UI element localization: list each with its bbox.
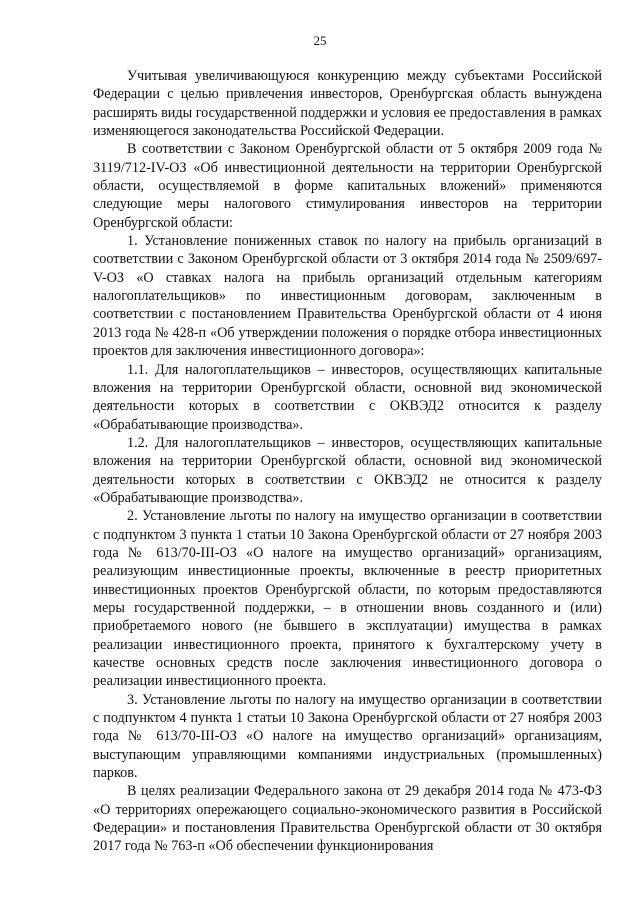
paragraph-item-3: 3. Установление льготы по налогу на имущество организации в соответствии с подпунктом 4 пункта 1 статьи 10 Закона Оренбургской области от 27 ноября 2003 года № 613/70-III-ОЗ «О налоге на имущество организаций» организациям, выступающим управляющими компаниями индустриальных (промышленных) парков. [93, 691, 602, 782]
paragraph-intro: Учитывая увеличивающуюся конкуренцию между субъектами Российской Федерации с целью привлечения инвесторов, Оренбургская область вынуждена расширять виды государственной поддержки и условия ее предоставления в рамках изменяющегося законодательства Российской Федерации. [93, 68, 602, 140]
paragraph-item-2: 2. Установление льготы по налогу на имущество организации в соответствии с подпунктом 3 пункта 1 статьи 10 Закона Оренбургской области от 27 ноября 2003 года № 613/70-III-ОЗ «О налоге на имущество организаций» организациям, реализующим инвестиционные проекты, включенные в реестр приоритетных инвестиционных проектов Оренбургской области, по которым предоставляются меры государственной поддержки, – в отношении вновь созданного и (или) приобретаемого нового (не бывшего в эксплуатации) имущества в рамках реализации инвестиционного проекта, принятого к бухгалтерскому учету в качестве основных средств после заключения инвестиционного договора о реализации инвестиционного проекта. [93, 508, 602, 690]
document-body [93, 67, 602, 856]
paragraph-item-1-1: 1.1. Для налогоплательщиков – инвесторов, осуществляющих капитальные вложения на территории Оренбургской области, основной вид экономической деятельности которых в соответствии с ОКВЭД2 относится к разделу «Обрабатывающие производства». [93, 361, 602, 433]
paragraph-item-1: 1. Установление пониженных ставок по налогу на прибыль организаций в соответствии с Законом Оренбургской области от 3 октября 2014 года № 2509/697-V-ОЗ «О ставках налога на прибыль организаций отдельным категориям налогоплательщиков» по инвестиционным договорам, заключенным в соответствии с постановлением Правительства Оренбургской области от 4 июня 2013 года № 428-п «Об утверждении положения о порядке отбора инвестиционных проектов для заключения инвестиционного договора»: [93, 233, 602, 360]
paragraph-item-1-2: 1.2. Для налогоплательщиков – инвесторов, осуществляющих капитальные вложения на территории Оренбургской области, основной вид экономической деятельности которых в соответствии с ОКВЭД2 не относится к разделу «Обрабатывающие производства». [93, 434, 602, 506]
paragraph-law-reference: В соответствии с Законом Оренбургской области от 5 октября 2009 года № 3119/712-IV-ОЗ «Об инвестиционной деятельности на территории Оренбургской области, осуществляемой в форме капитальных вложений» применяются следующие меры налогового стимулирования инвесторов на территории Оренбургской области: [93, 141, 602, 231]
paragraph-federal-law: В целях реализации Федерального закона от 29 декабря 2014 года № 473-ФЗ «О территориях опережающего социально-экономического развития в Российской Федерации» и постановления Правительства Оренбургской области от 30 октября 2017 года № 763-п «Об обеспечении функционирования [93, 783, 602, 855]
page-number: 25 [313, 33, 327, 48]
